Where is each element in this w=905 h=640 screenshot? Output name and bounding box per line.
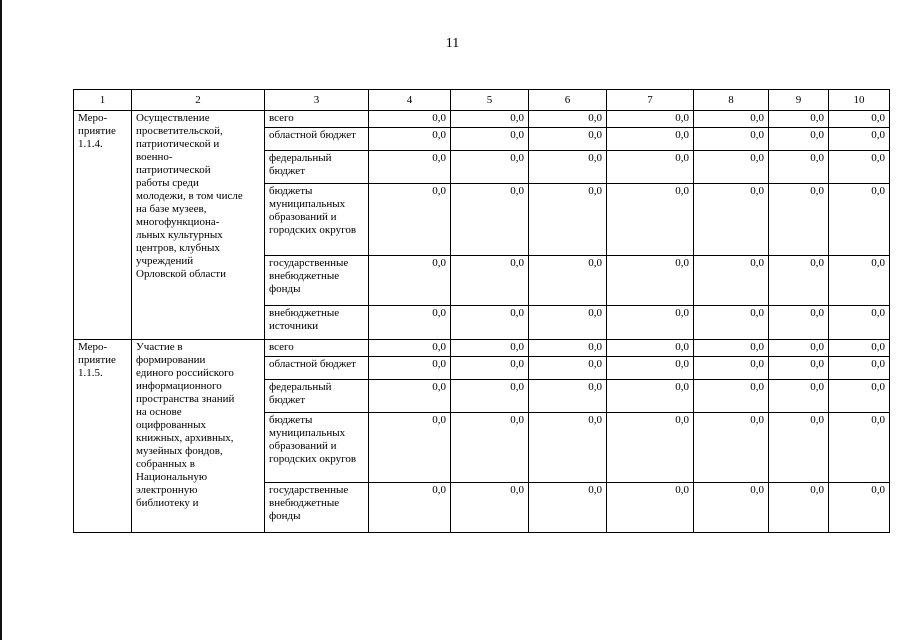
funding-value: 0,0 (369, 256, 451, 306)
activity-description-line: единого российского (136, 367, 234, 379)
funding-value: 0,0 (829, 111, 890, 128)
funding-value: 0,0 (529, 483, 607, 533)
funding-value: 0,0 (607, 413, 694, 483)
header-row (74, 90, 890, 111)
funding-value: 0,0 (694, 413, 769, 483)
funding-value: 0,0 (769, 483, 829, 533)
funding-value: 0,0 (607, 151, 694, 184)
funding-value: 0,0 (369, 151, 451, 184)
table-row (74, 340, 890, 357)
funding-value: 0,0 (694, 151, 769, 184)
funding-value: 0,0 (607, 128, 694, 151)
funding-value: 0,0 (451, 413, 529, 483)
funding-value: 0,0 (369, 306, 451, 340)
funding-value: 0,0 (529, 256, 607, 306)
activity-description (132, 111, 265, 340)
funding-value: 0,0 (451, 128, 529, 151)
activity-code-line: Меро- (78, 341, 108, 353)
activity-description-line: на основе (136, 406, 182, 418)
activity-description-line: патриотической и (136, 138, 220, 150)
funding-value: 0,0 (694, 483, 769, 533)
funding-value: 0,0 (769, 306, 829, 340)
funding-value: 0,0 (769, 413, 829, 483)
funding-value: 0,0 (529, 380, 607, 413)
activity-description-line: центров, клубных (136, 242, 220, 254)
funding-value: 0,0 (694, 340, 769, 357)
activity-description-line: книжных, архивных, (136, 432, 234, 444)
activity-description-line: военно- (136, 151, 173, 163)
funding-value: 0,0 (694, 380, 769, 413)
funding-source: федеральный бюджет (265, 380, 369, 413)
page-number: 11 (445, 36, 460, 51)
activity-description-line: оцифрованных (136, 419, 206, 431)
funding-value: 0,0 (607, 357, 694, 380)
column-header: 9 (769, 90, 829, 111)
funding-value: 0,0 (607, 184, 694, 256)
funding-value: 0,0 (829, 306, 890, 340)
funding-source: государственные внебюджетные фонды (265, 256, 369, 306)
activity-code-line: 1.1.5. (78, 367, 103, 379)
activity-code-line: Меро- (78, 112, 108, 124)
funding-value: 0,0 (829, 483, 890, 533)
funding-value: 0,0 (829, 151, 890, 184)
funding-source: областной бюджет (265, 128, 369, 151)
funding-value: 0,0 (451, 483, 529, 533)
activity-description-line: учреждений (136, 255, 194, 267)
column-header: 6 (529, 90, 607, 111)
activity-description-line: молодежи, в том числе (136, 190, 243, 202)
funding-value: 0,0 (829, 340, 890, 357)
funding-value: 0,0 (607, 256, 694, 306)
funding-value: 0,0 (607, 111, 694, 128)
funding-value: 0,0 (607, 483, 694, 533)
funding-source: всего (265, 111, 369, 128)
funding-value: 0,0 (369, 357, 451, 380)
funding-value: 0,0 (694, 128, 769, 151)
funding-value: 0,0 (607, 380, 694, 413)
activity-description-line: Национальную (136, 471, 208, 483)
funding-value: 0,0 (769, 128, 829, 151)
funding-source: областной бюджет (265, 357, 369, 380)
activity-description-line: электронную (136, 484, 198, 496)
activity-code (74, 340, 132, 533)
funding-value: 0,0 (451, 380, 529, 413)
activity-description-line: Участие в (136, 341, 183, 353)
column-header: 8 (694, 90, 769, 111)
column-header: 10 (829, 90, 890, 111)
column-header: 2 (132, 90, 265, 111)
funding-value: 0,0 (529, 413, 607, 483)
funding-value: 0,0 (529, 306, 607, 340)
column-header: 3 (265, 90, 369, 111)
activity-description-line: на базе музеев, (136, 203, 207, 215)
column-header: 1 (74, 90, 132, 111)
funding-value: 0,0 (369, 340, 451, 357)
funding-value: 0,0 (529, 184, 607, 256)
funding-value: 0,0 (607, 340, 694, 357)
funding-value: 0,0 (769, 357, 829, 380)
funding-value: 0,0 (451, 340, 529, 357)
funding-source: федеральный бюджет (265, 151, 369, 184)
activity-description-line: просветительской, (136, 125, 223, 137)
funding-value: 0,0 (451, 111, 529, 128)
funding-value: 0,0 (369, 413, 451, 483)
funding-value: 0,0 (451, 357, 529, 380)
budget-table (73, 89, 890, 533)
funding-value: 0,0 (607, 306, 694, 340)
scan-edge (0, 0, 2, 640)
activity-description-line: Орловской области (136, 268, 226, 280)
funding-source: внебюджетные источники (265, 306, 369, 340)
activity-description-line: льных культурных (136, 229, 223, 241)
funding-value: 0,0 (529, 357, 607, 380)
activity-code-line: приятие (78, 354, 116, 366)
funding-value: 0,0 (829, 184, 890, 256)
funding-value: 0,0 (694, 357, 769, 380)
funding-value: 0,0 (529, 128, 607, 151)
funding-value: 0,0 (451, 256, 529, 306)
column-header: 7 (607, 90, 694, 111)
funding-value: 0,0 (529, 111, 607, 128)
funding-value: 0,0 (694, 306, 769, 340)
funding-value: 0,0 (694, 111, 769, 128)
funding-source: всего (265, 340, 369, 357)
funding-value: 0,0 (769, 111, 829, 128)
activity-description-line: пространства знаний (136, 393, 235, 405)
funding-value: 0,0 (529, 151, 607, 184)
funding-value: 0,0 (369, 184, 451, 256)
funding-value: 0,0 (769, 151, 829, 184)
funding-value: 0,0 (769, 184, 829, 256)
funding-value: 0,0 (829, 413, 890, 483)
funding-value: 0,0 (829, 380, 890, 413)
funding-value: 0,0 (694, 184, 769, 256)
column-header: 4 (369, 90, 451, 111)
funding-value: 0,0 (451, 151, 529, 184)
funding-source: бюджеты муниципальных образований и городских округов (265, 184, 369, 256)
funding-value: 0,0 (529, 340, 607, 357)
funding-value: 0,0 (769, 256, 829, 306)
funding-value: 0,0 (369, 111, 451, 128)
activity-code-line: 1.1.4. (78, 138, 103, 150)
table-row (74, 111, 890, 128)
activity-code-line: приятие (78, 125, 116, 137)
funding-value: 0,0 (369, 380, 451, 413)
activity-description-line: музейных фондов, (136, 445, 223, 457)
activity-description-line: формировании (136, 354, 206, 366)
funding-value: 0,0 (369, 128, 451, 151)
activity-code (74, 111, 132, 340)
activity-description-line: собранных в (136, 458, 195, 470)
funding-value: 0,0 (769, 340, 829, 357)
activity-description-line: информационного (136, 380, 222, 392)
funding-source: государственные внебюджетные фонды (265, 483, 369, 533)
activity-description-line: многофункциона- (136, 216, 220, 228)
funding-source: бюджеты муниципальных образований и городских округов (265, 413, 369, 483)
activity-description-line: Осуществление (136, 112, 210, 124)
funding-value: 0,0 (451, 306, 529, 340)
activity-description-line: библиотеку и (136, 497, 199, 509)
funding-value: 0,0 (769, 380, 829, 413)
funding-value: 0,0 (694, 256, 769, 306)
activity-description (132, 340, 265, 533)
funding-value: 0,0 (829, 256, 890, 306)
column-header: 5 (451, 90, 529, 111)
activity-description-line: работы среди (136, 177, 199, 189)
funding-value: 0,0 (829, 357, 890, 380)
activity-description-line: патриотической (136, 164, 211, 176)
funding-value: 0,0 (829, 128, 890, 151)
funding-value: 0,0 (451, 184, 529, 256)
funding-value: 0,0 (369, 483, 451, 533)
